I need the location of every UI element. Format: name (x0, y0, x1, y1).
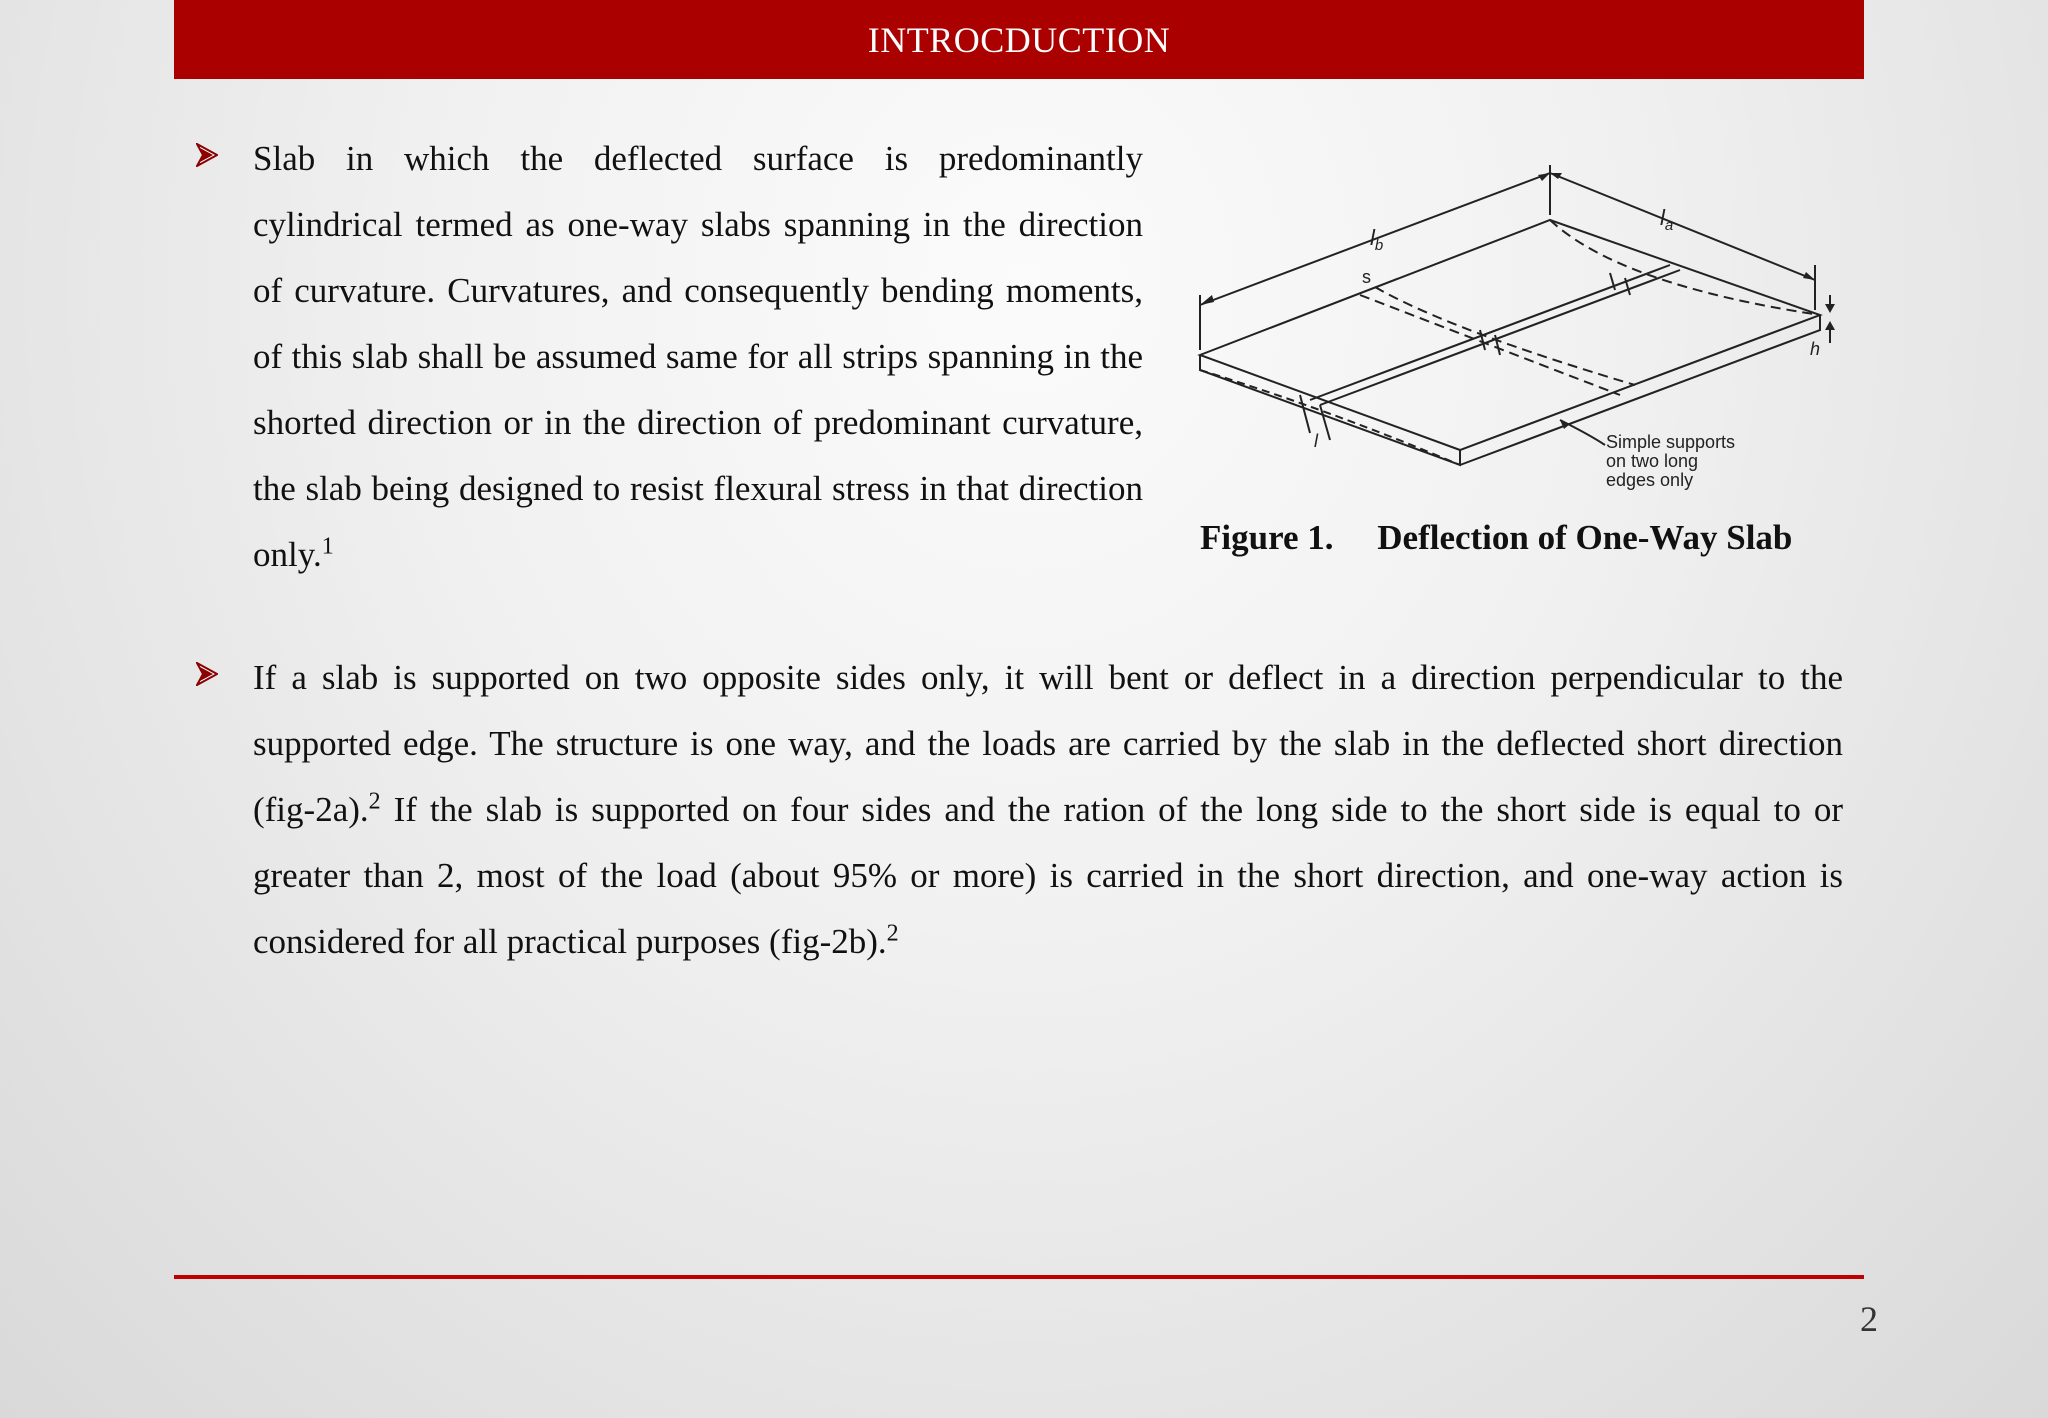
arrow-bullet-icon (196, 662, 218, 692)
l-label: l (1314, 431, 1318, 451)
title-bar (174, 0, 1864, 79)
paragraph-text-b: If the slab is supported on four sides and the ration of the long side to the short side is equal to or greater than 2, most of the load (about 95% or more) is carried in the short direction, and one-way action is considered for all practical purposes (fig-2b). (253, 790, 1843, 961)
support-label-line-2: on two long (1606, 451, 1699, 471)
reference-marker: 1 (321, 533, 334, 560)
la-label: $l_a$ (1660, 205, 1674, 234)
paragraph-text: Slab in which the deflected surface is predominantly cylindrical termed as one-way slabs spanning in the direction of curvature. Curvatures, and consequently bending moments, of this slab shall be assumed same for all strips spanning in the shorted direction or in the direction of predominant curvature, the slab being designed to resist flexural stress in that direction only. (253, 139, 1143, 574)
bullet-paragraph-2 (253, 645, 1843, 975)
caption-number: Figure 1. (1200, 518, 1334, 557)
reference-marker: 2 (368, 788, 381, 815)
paragraph-text-a: If a slab is supported on two opposite sides only, it will bent or deflect in a direction perpendicular to the supported edge. The structure is one way, and the loads are carried by the slab in the deflected short direction (fig-2a). (253, 658, 1843, 829)
footer-divider (174, 1275, 1864, 1279)
support-label-line-3: edges only (1606, 470, 1694, 490)
h-label: h (1810, 339, 1821, 359)
figure-caption (1200, 518, 1860, 558)
caption-title: Deflection of One-Way Slab (1377, 518, 1793, 557)
page-number: 2 (1860, 1299, 1878, 1339)
s-label: s (1362, 267, 1371, 287)
slide-title: INTROCDUCTION (867, 19, 1171, 60)
reference-marker: 2 (886, 920, 899, 947)
lb-label: $l_b$ (1370, 225, 1384, 254)
support-label-line-1: Simple supports (1606, 432, 1736, 452)
slab-deflection-figure (1190, 165, 1850, 505)
bullet-paragraph-1 (253, 126, 1143, 588)
arrow-bullet-icon (196, 143, 218, 173)
